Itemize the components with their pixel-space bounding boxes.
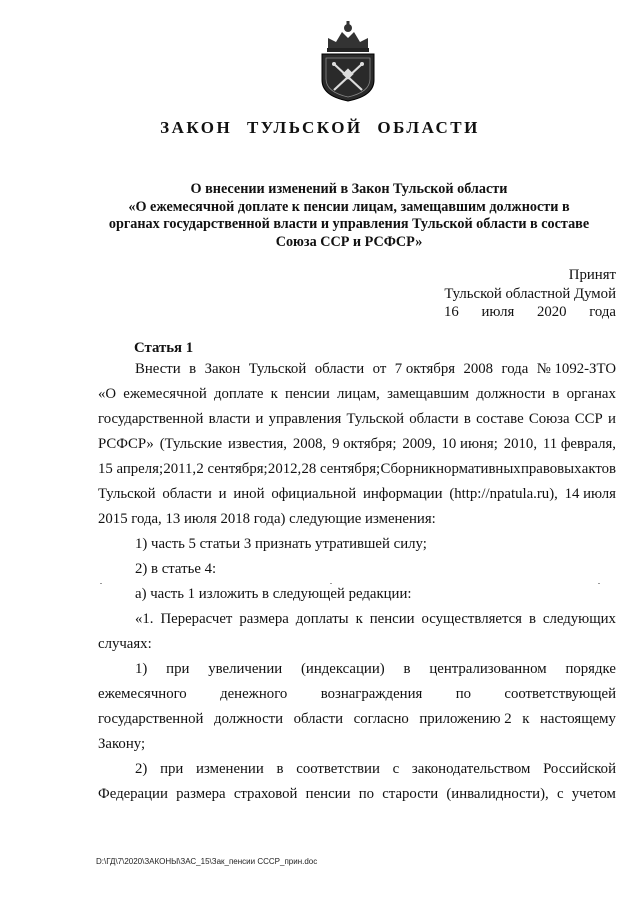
- list-item: 2) в статье 4:: [135, 561, 217, 577]
- word: Сборник: [380, 461, 436, 477]
- subject-line: «О ежемесячной доплате к пенсии лицам, замещавшим должности в: [128, 198, 570, 215]
- text-line: [98, 382, 616, 407]
- word: ежемесячного: [98, 686, 187, 702]
- word: 9 октября;: [332, 436, 397, 452]
- word: государственной: [98, 411, 204, 427]
- word: согласно: [353, 711, 409, 727]
- word: в: [552, 386, 560, 402]
- adoption-day: 16: [444, 304, 459, 320]
- word: (инвалидности),: [446, 786, 549, 802]
- word: актов: [581, 461, 616, 477]
- word: 10 июня;: [441, 436, 498, 452]
- word: 2008,: [292, 436, 327, 452]
- word: Союза: [528, 411, 570, 427]
- word: законодательством: [411, 761, 531, 777]
- word: в: [463, 411, 471, 427]
- word: (индексации): [301, 661, 385, 677]
- word: доплате: [213, 386, 264, 402]
- word: власти: [208, 411, 251, 427]
- word: «О: [98, 386, 117, 402]
- word: 2): [135, 761, 148, 777]
- word: 7 октября: [394, 361, 456, 377]
- word: увеличении: [208, 661, 283, 677]
- text-line: [98, 457, 616, 482]
- word: с: [392, 761, 400, 777]
- word: с: [556, 786, 564, 802]
- word: вознаграждения: [320, 686, 423, 702]
- word: размера: [239, 611, 289, 627]
- adoption-date: [420, 303, 616, 322]
- word: области: [409, 411, 459, 427]
- scan-speck: [100, 583, 102, 584]
- word: Тульской: [346, 411, 405, 427]
- word: 1): [135, 661, 148, 677]
- word: от: [372, 361, 387, 377]
- text-line: случаях:: [98, 636, 152, 652]
- text-line: [98, 482, 616, 507]
- scan-speck: [330, 583, 332, 584]
- word: области: [293, 711, 344, 727]
- article-body: [98, 357, 616, 807]
- word: к: [522, 711, 530, 727]
- text-line: [98, 432, 616, 457]
- word: пенсии: [305, 786, 351, 802]
- list-item: 1) часть 5 статьи 3 признать утратившей силу;: [135, 536, 427, 552]
- word: 2010,: [503, 436, 538, 452]
- word: 15 апреля;: [98, 461, 164, 477]
- word: 14 июля: [564, 486, 616, 502]
- word: соответствии: [296, 761, 380, 777]
- word: управления: [268, 411, 342, 427]
- tula-oblast-coat-of-arms-icon: [314, 18, 382, 102]
- adoption-month: июля: [481, 304, 515, 320]
- word: 2012,: [267, 461, 302, 477]
- list-item: а) часть 1 изложить в следующей редакции:: [135, 586, 412, 602]
- word: известия,: [227, 436, 288, 452]
- word: изменении: [196, 761, 264, 777]
- adoption-year: 2020: [536, 304, 567, 320]
- word: Тульской: [248, 361, 307, 377]
- text-line: Закону;: [98, 736, 146, 752]
- adoption-block: [420, 266, 616, 322]
- law-subject: [70, 181, 628, 251]
- text-line: [98, 782, 616, 807]
- word: и: [218, 486, 227, 502]
- word: области: [162, 486, 212, 502]
- word: Закон: [204, 361, 241, 377]
- word: Тульской: [98, 486, 156, 502]
- word: по: [358, 786, 375, 802]
- word: и: [607, 411, 616, 427]
- word: Перерасчет: [160, 611, 233, 627]
- word: в: [403, 661, 411, 677]
- word: иной: [233, 486, 265, 502]
- word: года: [501, 361, 529, 377]
- word: при: [160, 761, 184, 777]
- word: в: [189, 361, 197, 377]
- word: размера: [176, 786, 226, 802]
- text-line: [98, 357, 616, 382]
- word: старости: [382, 786, 439, 802]
- word: области: [314, 361, 365, 377]
- word: приложению 2: [419, 711, 512, 727]
- word: должности: [214, 711, 284, 727]
- word: порядке: [565, 661, 616, 677]
- subject-line: Союза ССР и РСФСР»: [275, 233, 423, 250]
- word: централизованном: [429, 661, 547, 677]
- word: замещавшим: [387, 386, 470, 402]
- word: РСФСР»: [98, 436, 154, 452]
- law-title: ЗАКОН ТУЛЬСКОЙ ОБЛАСТИ: [160, 118, 480, 137]
- word: 2 сентября;: [196, 461, 268, 477]
- word: (http://npatula.ru),: [449, 486, 558, 502]
- subject-line: органах государственной власти и управления Тульской области в составе: [108, 216, 590, 232]
- word: 2008: [463, 361, 494, 377]
- word: «1.: [135, 611, 154, 627]
- word: официальной: [271, 486, 357, 502]
- word: должности: [476, 386, 546, 402]
- word: настоящему: [539, 711, 616, 727]
- text-line: [98, 657, 616, 682]
- word: учетом: [571, 786, 616, 802]
- text-line: 2015 года, 13 июля 2018 года) следующие изменения:: [98, 511, 436, 527]
- word: к: [355, 611, 363, 627]
- text-line: [98, 407, 616, 432]
- word: к: [270, 386, 278, 402]
- word: 2009,: [402, 436, 436, 452]
- word: страховой: [233, 786, 298, 802]
- word: государственной: [98, 711, 204, 727]
- text-line: [98, 707, 616, 732]
- footer-file-path: D:\ГД\7\2020\ЗАКОНЫ\ЗАС_15\Зак_пенсии СССР_прин.doc: [96, 857, 318, 866]
- word: № 1092-ЗТО: [536, 361, 616, 377]
- word: при: [166, 661, 190, 677]
- word: Внести: [135, 361, 181, 377]
- text-line: [98, 682, 616, 707]
- text-line: [98, 607, 616, 632]
- word: нормативных: [436, 461, 521, 477]
- word: и: [255, 411, 264, 427]
- word: доплаты: [295, 611, 349, 627]
- text-line: [98, 757, 616, 782]
- word: пенсии: [369, 611, 415, 627]
- subject-line: О внесении изменений в Закон Тульской области: [190, 181, 508, 197]
- word: соответствующей: [504, 686, 616, 702]
- article-heading: Статья 1: [134, 340, 194, 356]
- word: составе: [476, 411, 524, 427]
- word: 28 сентября;: [301, 461, 381, 477]
- word: пенсии: [285, 386, 330, 402]
- word: лицам,: [337, 386, 380, 402]
- word: в: [276, 761, 284, 777]
- adopted-by: Тульской областной Думой: [444, 285, 616, 302]
- word: Федерации: [98, 786, 168, 802]
- word: ежемесячной: [123, 386, 207, 402]
- adoption-year-suffix: года: [589, 304, 616, 320]
- word: в: [528, 611, 536, 627]
- word: 11 февраля,: [542, 436, 616, 452]
- word: Российской: [543, 761, 616, 777]
- word: 2011,: [163, 461, 197, 477]
- adopted-label: Принят: [568, 267, 616, 283]
- word: следующих: [542, 611, 616, 627]
- word: правовых: [520, 461, 582, 477]
- scan-speck: [598, 583, 600, 584]
- word: осуществляется: [421, 611, 522, 627]
- word: органах: [566, 386, 616, 402]
- word: (Тульские: [159, 436, 223, 452]
- word: информации: [362, 486, 443, 502]
- word: денежного: [220, 686, 288, 702]
- word: ССР: [574, 411, 603, 427]
- word: по: [455, 686, 472, 702]
